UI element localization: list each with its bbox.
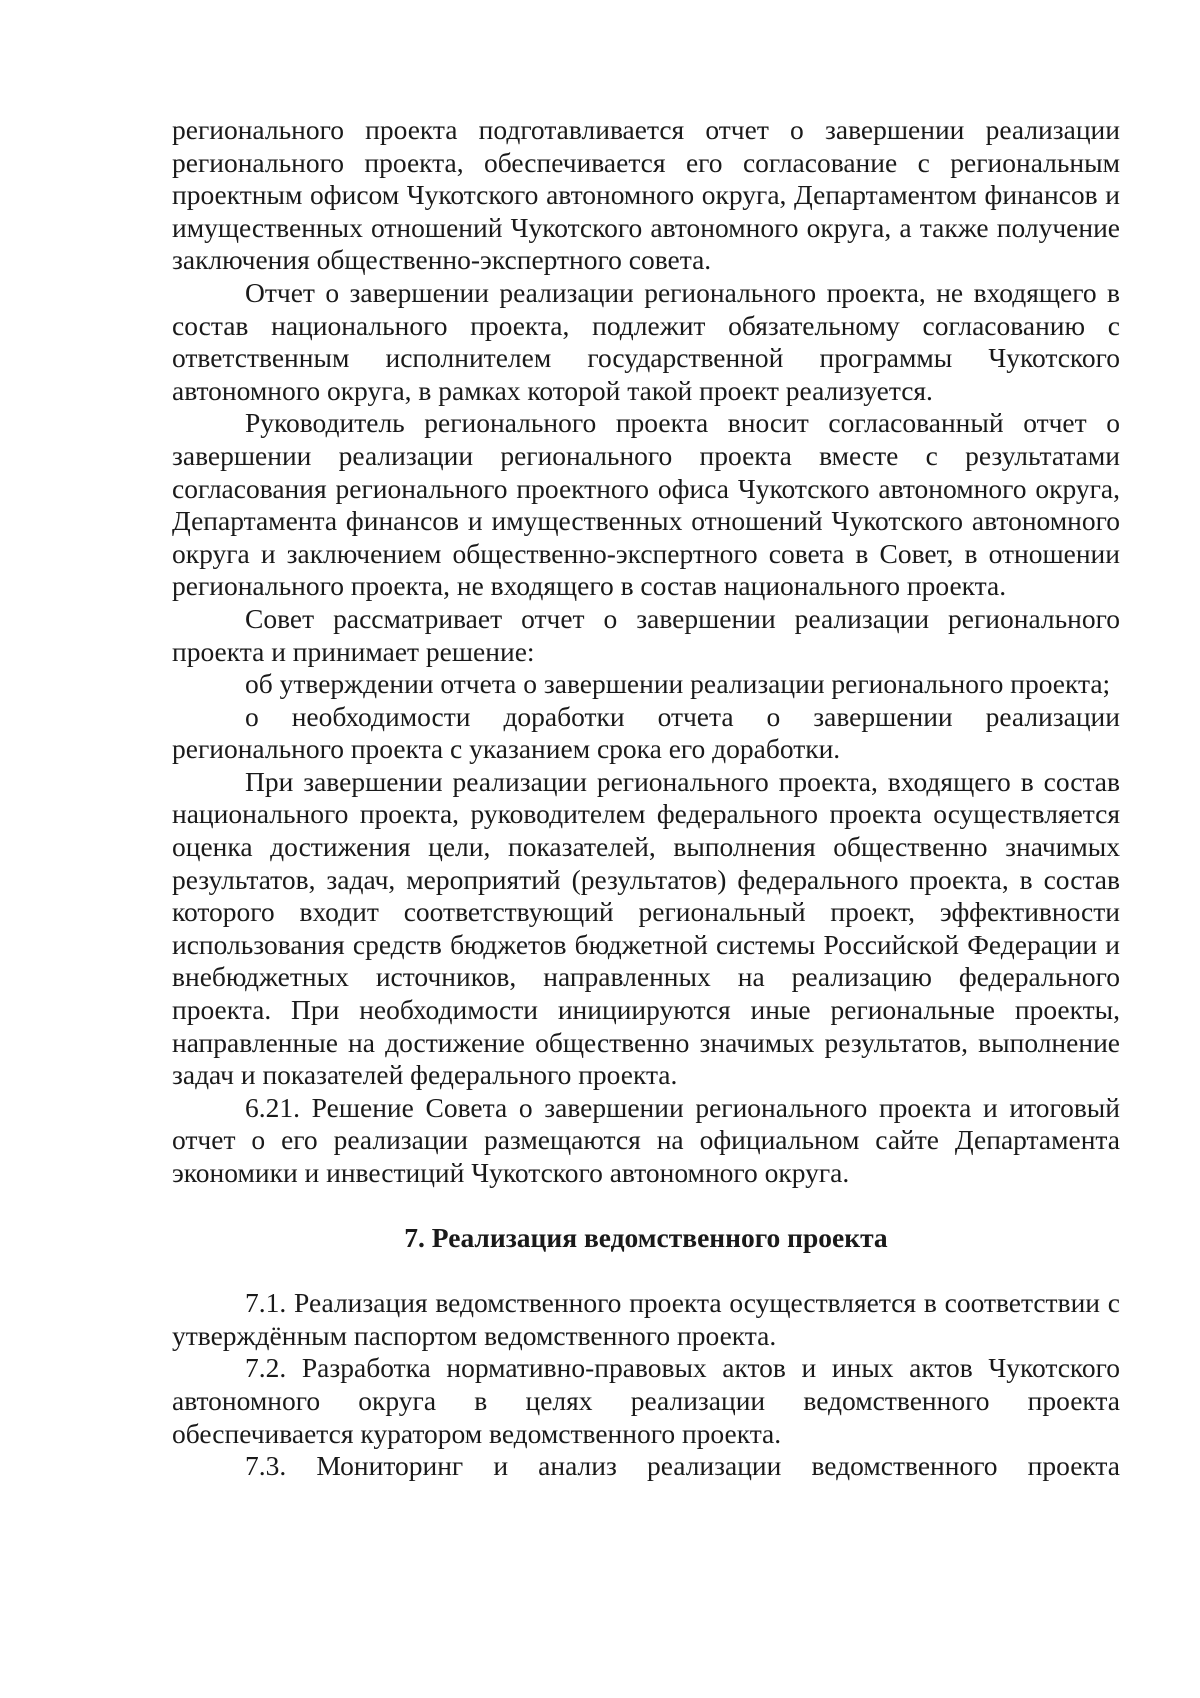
paragraph-clause-7-1: 7.1. Реализация ведомственного проекта осуществляется в соответствии с утверждённым паспортом ведомственного проекта.: [172, 1287, 1120, 1351]
spacer: [172, 1254, 1120, 1287]
paragraph-project-head-submits-report: Руководитель регионального проекта вносит согласованный отчет о завершении реализации регионального проекта вместе с результатами согласования регионального проектного офиса Чукотского автономного округа, Департамента финансов и имущественных отношений Чукотского автономного округа и заключением общественно-экспертного совета в Совет, в отношении регионального проекта, не входящего в состав национального проекта.: [172, 407, 1120, 602]
paragraph-council-decision: Совет рассматривает отчет о завершении реализации регионального проекта и принимает решение:: [172, 602, 1120, 667]
paragraph-clause-7-2: 7.2. Разработка нормативно-правовых актов и иных актов Чукотского автономного округа в целях реализации ведомственного проекта обеспечивается куратором ведомственного проекта.: [172, 1352, 1120, 1449]
document-body: [172, 114, 1120, 1483]
list-item-revise-report: о необходимости доработки отчета о завершении реализации регионального проекта с указанием срока его доработки.: [172, 700, 1120, 765]
paragraph-clause-6-21: 6.21. Решение Совета о завершении регионального проекта и итоговый отчет о его реализации размещаются на официальном сайте Департамента экономики и инвестиций Чукотского автономного округа.: [172, 1091, 1120, 1188]
list-item-approve-report: об утверждении отчета о завершении реализации регионального проекта;: [245, 668, 1111, 700]
paragraph-report-approval-non-national: Отчет о завершении реализации регионального проекта, не входящего в состав национального проекта, подлежит обязательному согласованию с ответственным исполнителем государственной программы Чукотского автономного округа, в рамках которой такой проект реализуется.: [172, 276, 1120, 406]
spacer: [172, 1190, 1120, 1222]
paragraph-continuation: регионального проекта подготавливается отчет о завершении реализации регионального проекта, обеспечивается его согласование с региональным проектным офисом Чукотского автономного округа, Департаментом финансов и имущественных отношений Чукотского автономного округа, а также получение заключения общественно-экспертного совета.: [172, 114, 1120, 276]
paragraph-national-project-evaluation: При завершении реализации регионального проекта, входящего в состав национального проекта, руководителем федерального проекта осуществляется оценка достижения цели, показателей, выполнения общественно значимых результатов, задач, мероприятий (результатов) федерального проекта, в состав которого входит соответствующий региональный проект, эффективности использования средств бюджетов бюджетной системы Российской Федерации и внебюджетных источников, направленных на реализацию федерального проекта. При необходимости инициируются иные региональные проекты, направленные на достижение общественно значимых результатов, выполнение задач и показателей федерального проекта.: [172, 765, 1120, 1091]
paragraph-clause-7-3: 7.3. Мониторинг и анализ реализации ведомственного проекта: [245, 1450, 1120, 1482]
section-heading: 7. Реализация ведомственного проекта: [404, 1221, 888, 1253]
